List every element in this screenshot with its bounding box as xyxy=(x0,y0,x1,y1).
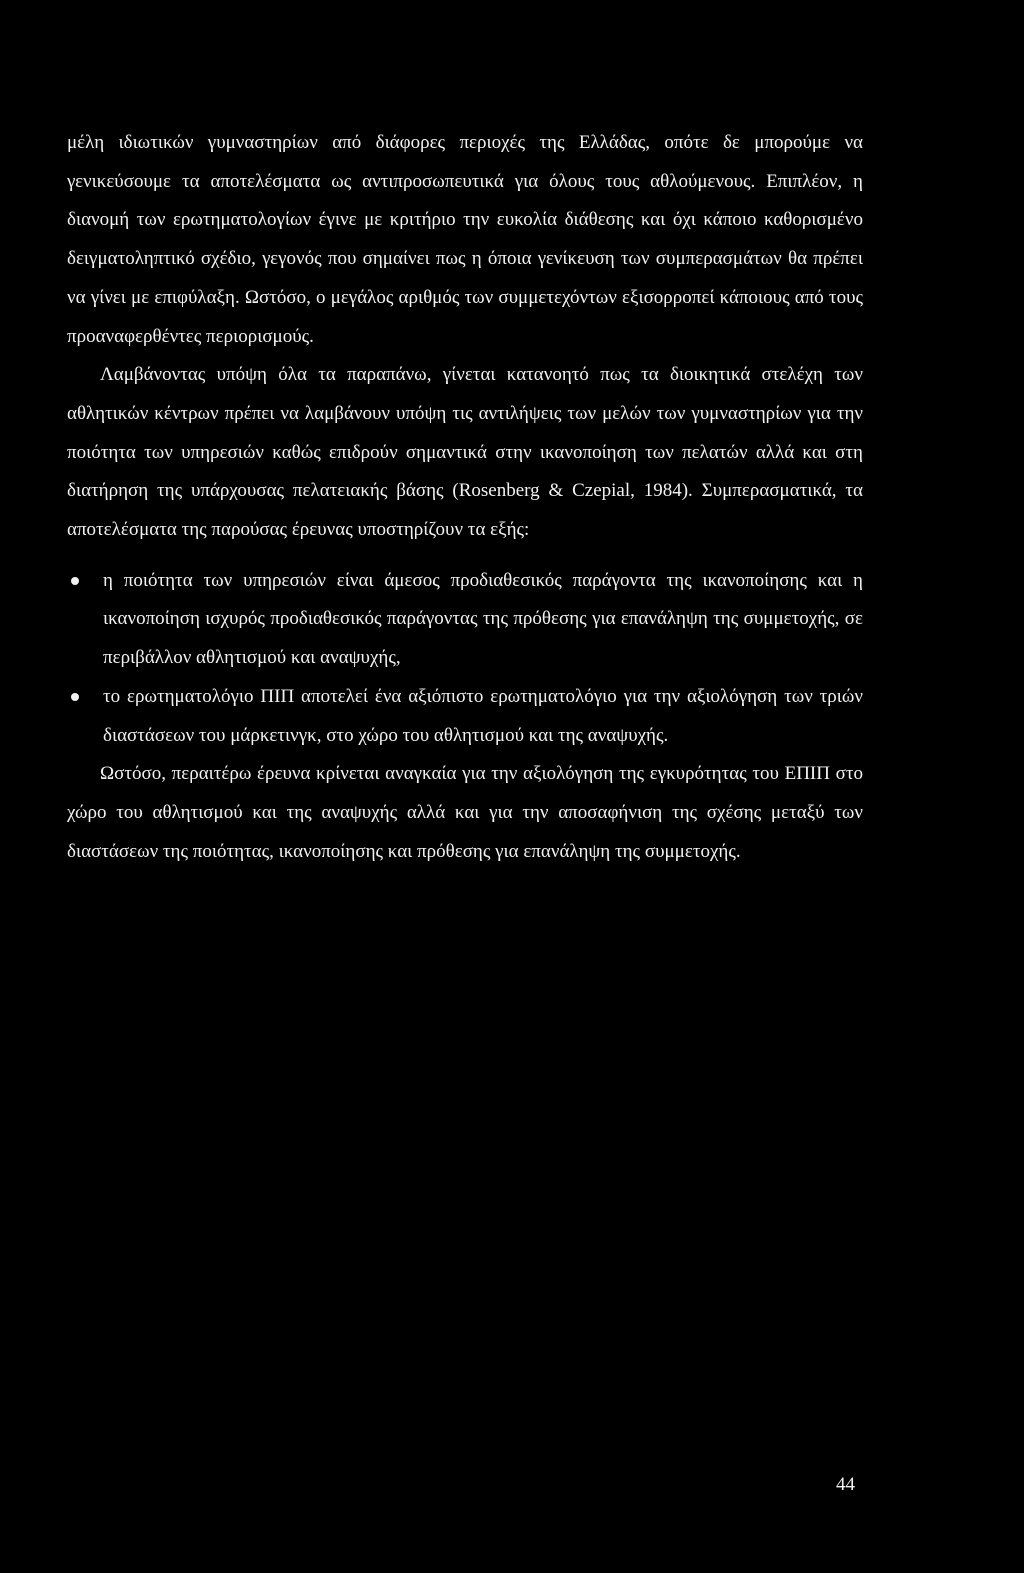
bullet-icon xyxy=(71,577,79,585)
document-body xyxy=(67,124,863,871)
bullet-icon xyxy=(71,693,79,701)
page-number: 44 xyxy=(836,1474,855,1495)
paragraph-further-research: Ωστόσο, περαιτέρω έρευνα κρίνεται αναγκαία για την αξιολόγηση της εγκυρότητας του ΕΠΙΠ στο χώρο του αθλητισμού και της αναψυχής αλλά και για την αποσαφήνιση της σχέσης μεταξύ των διαστάσεων της ποιότητας, ικανοποίησης και πρόθεσης για επανάληψη της συμμετοχής. xyxy=(67,763,863,862)
paragraph-implications: Λαμβάνοντας υπόψη όλα τα παραπάνω, γίνεται κατανοητό πως τα διοικητικά στελέχη των αθλητικών κέντρων πρέπει να λαμβάνουν υπόψη τις αντιλήψεις των μελών των γυμναστηρίων για την ποιότητα των υπηρεσιών καθώς επιδρούν σημαντικά στην ικανοποίηση των πελατών αλλά και στη διατήρηση της υπάρχουσας πελατειακής βάσης (Rosenberg & Czepial, 1984). Συμπερασματικά, τα αποτελέσματα της παρούσας έρευνας υποστηρίζουν τα εξής: xyxy=(67,364,863,541)
conclusions-list xyxy=(67,562,863,756)
list-item xyxy=(67,562,863,678)
paragraph-limitations: μέλη ιδιωτικών γυμναστηρίων από διάφορες περιοχές της Ελλάδας, οπότε δε μπορούμε να γενικεύσουμε τα αποτελέσματα ως αντιπροσωπευτικά για όλους τους αθλούμενους. Επιπλέον, η διανομή των ερωτηματολογίων έγινε με κριτήριο την ευκολία διάθεσης και όχι κάποιο καθορισμένο δειγματοληπτικό σχέδιο, γεγονός που σημαίνει πως η όποια γενίκευση των συμπερασμάτων θα πρέπει να γίνει με επιφύλαξη. Ωστόσο, ο μεγάλος αριθμός των συμμετεχόντων εξισορροπεί κάποιους από τους προαναφερθέντες περιορισμούς. xyxy=(67,132,863,347)
list-item xyxy=(67,678,863,755)
list-item-text: η ποιότητα των υπηρεσιών είναι άμεσος προδιαθεσικός παράγοντα της ικανοποίησης και η ικανοποίηση ισχυρός προδιαθεσικός παράγοντας της πρόθεσης για επανάληψη της συμμετοχής, σε περιβάλλον αθλητισμού και αναψυχής, xyxy=(103,569,863,669)
list-item-text: το ερωτηματολόγιο ΠΙΠ αποτελεί ένα αξιόπιστο ερωτηματολόγιο για την αξιολόγηση των τριών διαστάσεων του μάρκετινγκ, στο χώρο του αθλητισμού και της αναψυχής. xyxy=(103,685,863,746)
